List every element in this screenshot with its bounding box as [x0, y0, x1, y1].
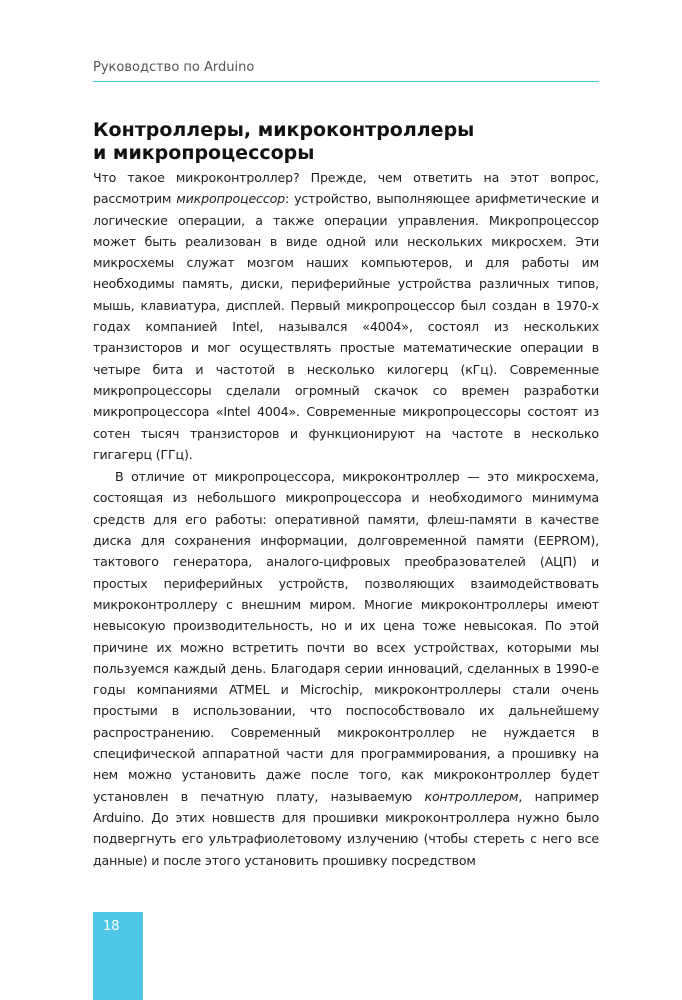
section-heading-line2: и микропроцессоры — [93, 142, 315, 164]
page-number-tab — [93, 912, 143, 1000]
paragraph-2 — [93, 466, 599, 871]
page-number: 18 — [103, 919, 120, 934]
paragraph-1-text-b: : устройство, выполняющее арифметические и логические операции, а также операции управления. Микропроцессор может быть реализован в виде одной или нескольких микросхем. Эти микросхемы служат мозгом наших компьютеров, и для работы им необходимы память, диски, периферийные устройства различных типов, мышь, клавиатура, дисплей. Первый микропроцессор был создан в 1970-х годах компанией Intel, назывался «4004», состоял из нескольких транзисторов и мог осуществлять простые математические операции в четыре бита и частотой в несколько килогерц (кГц). Современные микропроцессоры сделали огромный скачок со времен разработки микропроцессора «Intel 4004». Современные микропроцессоры состоят из сотен тысяч транзисторов и функционируют на частоте в несколько гигагерц (ГГц). — [93, 191, 599, 462]
paragraph-2-text-a: В отличие от микропроцессора, микроконтроллер — это микросхема, состоящая из небольшого микропроцессора и необходимого минимума средств для его работы: оперативной памяти, флеш-памяти в качестве диска для сохранения информации, долговременной памяти (EEPROM), тактового генератора, аналого-цифровых преобразователей (АЦП) и простых периферийных устройств, позволяющих взаимодействовать микроконтроллеру с внешним миром. Многие микроконтроллеры имеют невысокую производительность, но и их цена тоже невысокая. По этой причине их можно встретить почти во всех устройствах, которыми мы пользуемся каждый день. Благодаря серии инноваций, сделанных в 1990-е годы компаниями ATMEL и Microchip, микроконтроллеры стали очень простыми в использовании, что поспособствовало их дальнейшему распространению. Современный микроконтроллер не нуждается в специфической аппаратной части для программирования, а прошивку на нем можно установить даже после того, как микроконтроллер будет установлен в печатную плату, называемую — [93, 469, 599, 804]
running-header-title: Руководство по Arduino — [93, 60, 255, 75]
paragraph-1 — [93, 167, 599, 465]
paragraph-2-italic-term: контроллером — [424, 788, 519, 804]
section-heading — [93, 119, 599, 165]
paragraph-1-italic-term: микропроцессор — [176, 191, 285, 207]
paragraph-2-text-b: , например Arduino. До этих новшеств для прошивки микроконтроллера нужно было подвергнуть его ультрафиолетовому излучению (чтобы стереть с него все данные) и после этого установить прошивку посредством — [93, 788, 599, 868]
paragraph-1-text-a: Что такое микроконтроллер? Прежде, чем ответить на этот вопрос, рассмотрим — [93, 170, 599, 207]
section-heading-line1: Контроллеры, микроконтроллеры — [93, 119, 475, 141]
body-text — [93, 167, 599, 871]
running-header — [93, 60, 599, 82]
